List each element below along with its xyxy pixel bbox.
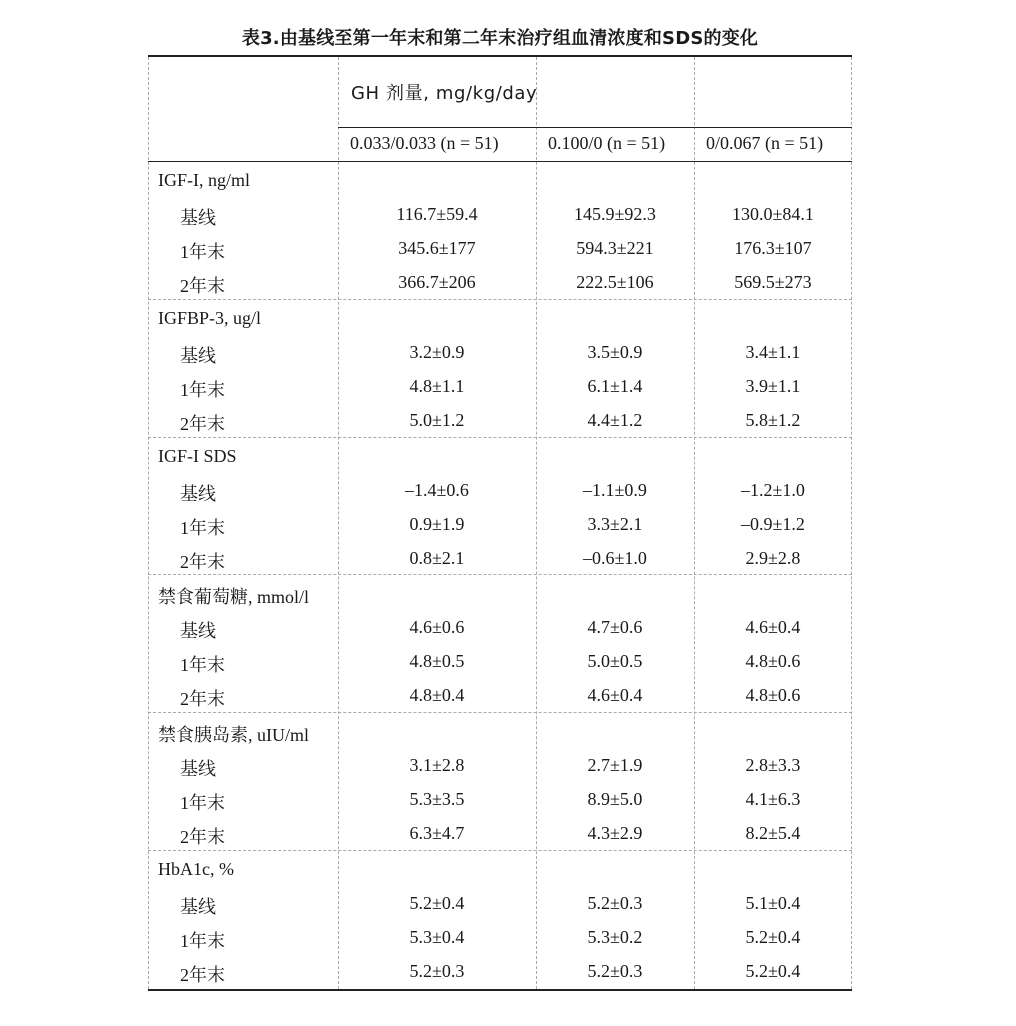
row-label: 基线 [180, 345, 216, 366]
group-label: IGF-I SDS [158, 445, 237, 466]
table-cell: 2.9±2.8 [745, 547, 801, 568]
table-cell: 4.4±1.2 [587, 409, 643, 430]
row-label: 基线 [180, 621, 216, 642]
table-cell: 5.0±1.2 [409, 409, 465, 430]
table-cell: 0.8±2.1 [409, 547, 465, 568]
header-rule [338, 127, 852, 128]
table-cell: 5.2±0.3 [587, 893, 643, 913]
table-cell: 8.2±5.4 [745, 823, 801, 844]
row-label: 1年末 [180, 655, 225, 676]
table-cell: 4.8±0.5 [409, 651, 465, 672]
row-label: 1年末 [180, 931, 225, 951]
row-label: 2年末 [180, 413, 225, 434]
row-label: 1年末 [180, 242, 225, 262]
table-cell: –0.6±1.0 [583, 547, 647, 568]
dose-header: GH 剂量, mg/kg/day [351, 83, 538, 104]
table-cell: 5.3±0.2 [587, 927, 643, 947]
table-cell: 4.6±0.4 [587, 685, 643, 706]
table-cell: 130.0±84.1 [732, 204, 814, 224]
group-divider [148, 712, 852, 713]
group-divider [148, 437, 852, 438]
table-cell: 4.8±0.4 [409, 685, 465, 706]
table-cell: 116.7±59.4 [396, 204, 478, 224]
table-cell: 2.8±3.3 [745, 755, 801, 776]
row-label: 2年末 [180, 276, 225, 296]
row-label: 1年末 [180, 517, 225, 538]
table-cell: 8.9±5.0 [587, 789, 643, 810]
table-cell: –0.9±1.2 [741, 513, 805, 534]
table-cell: 3.2±0.9 [409, 341, 465, 362]
table-cell: 4.8±0.6 [745, 651, 801, 672]
table-cell: –1.2±1.0 [741, 479, 805, 500]
table-cell: 2.7±1.9 [587, 755, 643, 776]
table-cell: 5.2±0.3 [409, 961, 465, 981]
column-header: 0.033/0.033 (n = 51) [350, 133, 499, 153]
row-label: 基线 [180, 208, 216, 228]
table-cell: 4.6±0.4 [745, 617, 801, 638]
group-label: HbA1c, % [158, 859, 234, 879]
table-cell: 4.6±0.6 [409, 617, 465, 638]
table-cell: 3.3±2.1 [587, 513, 643, 534]
table-cell: 5.1±0.4 [745, 893, 801, 913]
results-table [148, 55, 852, 991]
table-cell: 4.1±6.3 [745, 789, 801, 810]
table-cell: 4.3±2.9 [587, 823, 643, 844]
column-header: 0/0.067 (n = 51) [706, 133, 824, 153]
table-cell: 594.3±221 [576, 238, 654, 258]
table-cell: 5.3±0.4 [409, 927, 465, 947]
column-header: 0.100/0 (n = 51) [548, 133, 666, 153]
row-label: 1年末 [180, 793, 225, 814]
row-label: 1年末 [180, 379, 225, 400]
group-divider [148, 299, 852, 300]
table-cell: 5.2±0.4 [409, 893, 465, 913]
group-divider [148, 574, 852, 575]
table-cell: 6.3±4.7 [409, 823, 465, 844]
table-cell: 3.5±0.9 [587, 341, 643, 362]
group-divider [148, 850, 852, 851]
table-cell: 5.0±0.5 [587, 651, 643, 672]
table-cell: 0.9±1.9 [409, 513, 465, 534]
group-label: IGFBP-3, ug/l [158, 307, 262, 328]
header-rule [148, 161, 852, 162]
table-cell: 145.9±92.3 [574, 204, 656, 224]
group-label: IGF-I, ng/ml [158, 170, 250, 190]
table-cell: 5.2±0.3 [587, 961, 643, 981]
table-cell: 345.6±177 [398, 238, 476, 258]
row-label: 2年末 [180, 827, 225, 848]
table-cell: 4.7±0.6 [587, 617, 643, 638]
table-cell: 3.1±2.8 [409, 755, 465, 776]
table-cell: 6.1±1.4 [587, 375, 643, 396]
row-label: 2年末 [180, 689, 225, 710]
table-cell: 3.9±1.1 [745, 375, 801, 396]
table-cell: 366.7±206 [398, 272, 476, 292]
row-label: 2年末 [180, 551, 225, 572]
table-cell: –1.4±0.6 [405, 479, 469, 500]
row-label: 基线 [180, 759, 216, 780]
table-cell: 5.2±0.4 [745, 927, 801, 947]
row-label: 2年末 [180, 965, 225, 985]
table-cell: 4.8±0.6 [745, 685, 801, 706]
table-title: 表3.由基线至第一年末和第二年末治疗组血清浓度和SDS的变化 [241, 28, 759, 49]
table-cell: –1.1±0.9 [583, 479, 647, 500]
table-cell: 5.8±1.2 [745, 409, 801, 430]
table-cell: 222.5±106 [576, 272, 654, 292]
table-cell: 3.4±1.1 [745, 341, 801, 362]
table-cell: 5.2±0.4 [745, 961, 801, 981]
table-cell: 176.3±107 [734, 238, 812, 258]
table-cell: 4.8±1.1 [409, 375, 465, 396]
table-cell: 569.5±273 [734, 272, 812, 292]
row-label: 基线 [180, 483, 216, 504]
table-cell: 5.3±3.5 [409, 789, 465, 810]
row-label: 基线 [180, 897, 216, 917]
group-label: 禁食胰岛素, uIU/ml [158, 725, 309, 746]
group-label: 禁食葡萄糖, mmol/l [158, 587, 310, 608]
